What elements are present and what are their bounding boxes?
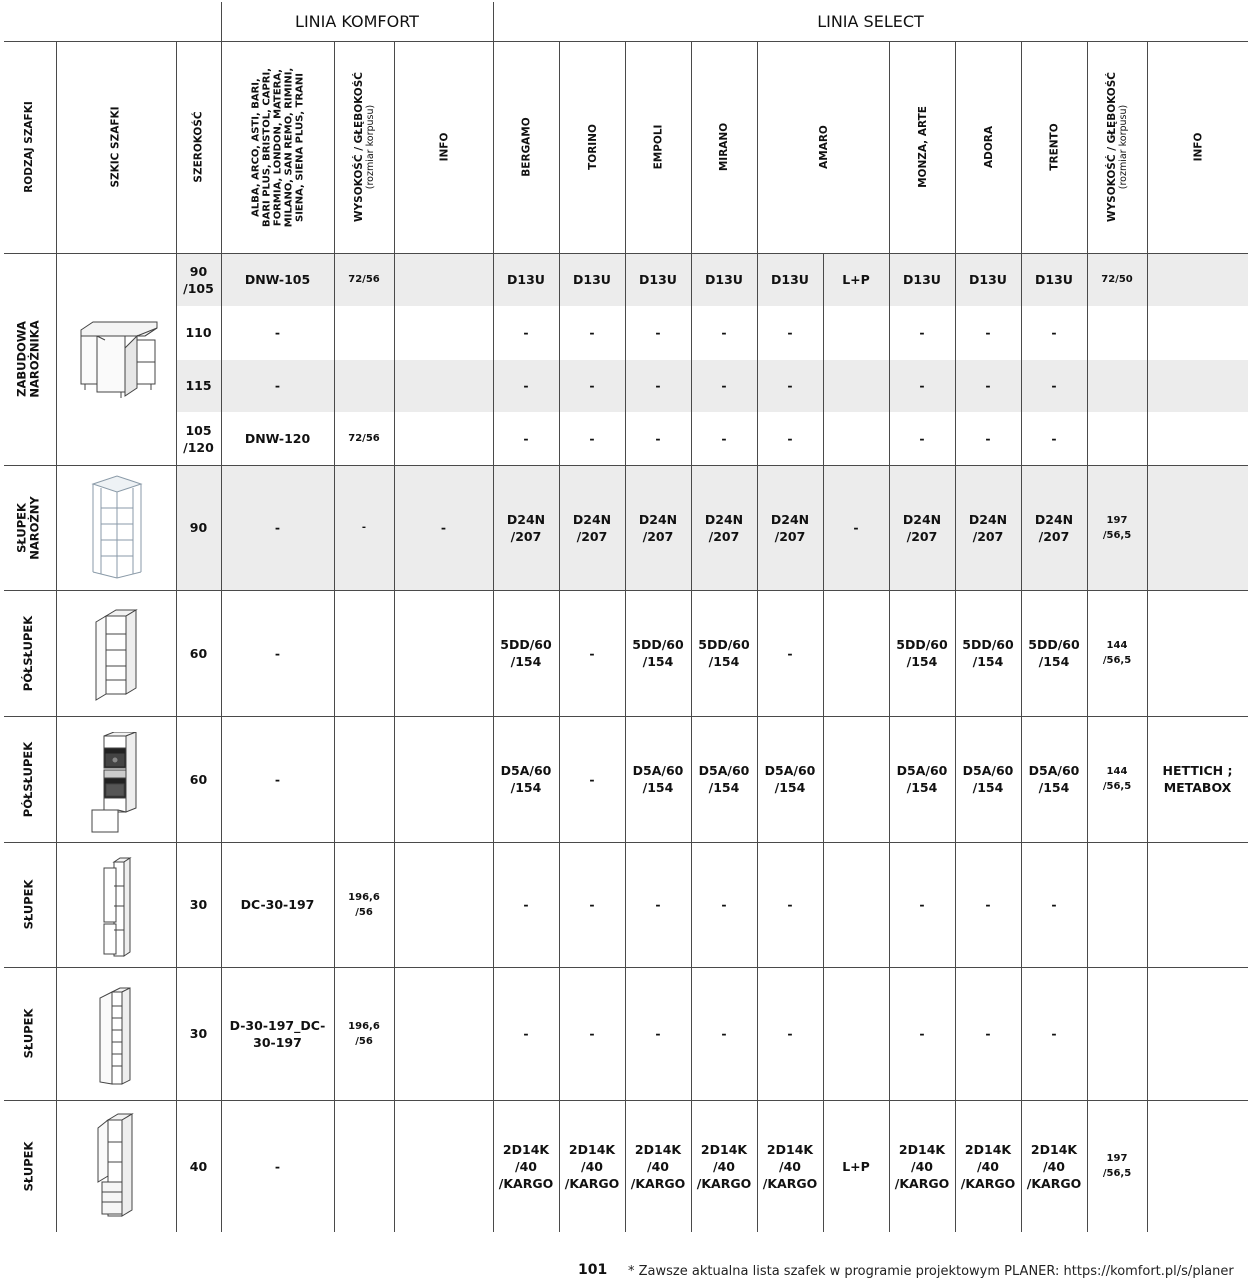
cell-adora: - — [985, 897, 991, 912]
cell-komfort-model: - — [274, 1158, 281, 1174]
cell-monza: - — [919, 897, 925, 912]
group-select-header: LINIA SELECT — [817, 11, 924, 31]
cell-monza: D13U — [903, 272, 941, 287]
cell-komfort-model: DNW-105 — [244, 272, 311, 287]
cell-torino: - — [589, 431, 595, 446]
cell-bergamo: - — [523, 325, 529, 340]
cell-amaro-a: - — [787, 431, 793, 446]
cell-amaro-a: D24N /207 — [770, 511, 810, 544]
cell-komfort-model: D-30-197_DC- 30-197 — [229, 1017, 326, 1050]
cell-adora: D24N /207 — [968, 511, 1008, 544]
cell-monza: D24N /207 — [902, 511, 942, 544]
cell-select-info — [1147, 842, 1248, 967]
narrow-tall-cabinet-sketch-icon — [100, 856, 134, 960]
col-header-select-info: INFO — [1191, 132, 1204, 162]
cell-komfort-info — [394, 306, 493, 359]
cell-mirano: D13U — [705, 272, 743, 287]
col-header-mirano: MIRANO — [718, 122, 731, 172]
half-tall-cabinet-sketch-icon — [92, 608, 142, 702]
cell-komfort-info — [394, 590, 493, 716]
group-komfort-header: LINIA KOMFORT — [295, 11, 419, 31]
cell-select-info — [1147, 967, 1248, 1100]
cell-torino: - — [589, 1026, 595, 1041]
cell-monza: - — [919, 378, 925, 393]
footer-note: * Zawsze aktualna lista szafek w programie projektowym PLANER: https://komfort.pl/s/planer — [628, 1264, 1234, 1279]
cabinet-type-label: SŁUPEK — [21, 1008, 36, 1059]
corner-tall-cabinet-sketch-icon — [87, 474, 147, 582]
cell-bergamo: D24N /207 — [506, 511, 546, 544]
cell-komfort-model: DNW-120 — [244, 431, 311, 446]
narrow-shelf-cabinet-sketch-icon — [96, 984, 136, 1088]
cell-komfort-model: - — [274, 771, 281, 787]
col-header-torino: TORINO — [586, 124, 599, 170]
cell-mirano: D24N /207 — [704, 511, 744, 544]
cell-amaro-b — [823, 716, 889, 842]
cell-amaro-a: - — [787, 325, 793, 340]
cell-monza: - — [919, 1026, 925, 1041]
cell-komfort-dims: 72/56 — [348, 274, 380, 285]
cell-komfort-model: - — [274, 325, 281, 340]
cell-select-info — [1147, 359, 1248, 412]
cell-torino: - — [589, 378, 595, 393]
cell-komfort-dims — [334, 590, 394, 716]
cell-komfort-model: - — [274, 378, 281, 393]
cell-torino: D24N /207 — [572, 511, 612, 544]
cell-monza: - — [919, 325, 925, 340]
page-number: 101 — [578, 1262, 608, 1278]
cell-bergamo: - — [523, 1026, 529, 1041]
cell-width: 60 — [189, 645, 208, 661]
cell-mirano: 2D14K /40 /KARGO — [696, 1141, 752, 1191]
cell-amaro-b — [823, 359, 889, 412]
cell-select-info — [1147, 306, 1248, 359]
cell-select-info — [1147, 1100, 1248, 1232]
cell-empoli: D5A/60 /154 — [632, 763, 684, 795]
cell-amaro-b — [823, 412, 889, 465]
cell-bergamo: 5DD/60 /154 — [500, 637, 552, 669]
cell-torino: - — [589, 897, 595, 912]
cell-mirano: - — [721, 897, 727, 912]
cell-select-dims: 72/50 — [1101, 274, 1133, 285]
cell-width: 105 /120 — [183, 422, 214, 455]
cell-adora: D13U — [969, 272, 1007, 287]
cell-empoli: - — [655, 325, 661, 340]
cell-select-dims — [1087, 412, 1147, 465]
cell-amaro-b — [823, 306, 889, 359]
cell-select-dims: 197 /56,5 — [1102, 1153, 1132, 1179]
cell-komfort-dims — [334, 306, 394, 359]
cell-select-dims — [1087, 306, 1147, 359]
cell-adora: - — [985, 1026, 991, 1041]
cabinet-type-label: PÓŁSŁUPEK — [21, 615, 36, 691]
cell-trento: D24N /207 — [1034, 511, 1074, 544]
col-header-type: RODZAJ SZAFKI — [23, 101, 36, 193]
cargo-tall-cabinet-sketch-icon — [94, 1112, 138, 1222]
cell-komfort-model: - — [274, 520, 281, 535]
col-header-trento: TRENTO — [1048, 123, 1061, 171]
cell-select-dims: 197 /56,5 — [1102, 514, 1132, 541]
cell-adora: 5DD/60 /154 — [962, 637, 1014, 669]
cell-trento: - — [1051, 431, 1057, 446]
cell-komfort-model: DC-30-197 — [240, 897, 315, 912]
cell-amaro-a: D5A/60 /154 — [764, 763, 816, 795]
cell-komfort-dims: 196,6 /56 — [348, 1020, 380, 1047]
col-header-monza: MONZA, ARTE — [916, 106, 929, 188]
cell-empoli: - — [655, 431, 661, 446]
cell-trento: - — [1051, 378, 1057, 393]
cell-komfort-dims: 72/56 — [348, 433, 380, 444]
cell-amaro-b: - — [853, 520, 859, 535]
cell-empoli: - — [655, 897, 661, 912]
cell-width: 90 /105 — [183, 263, 214, 296]
cell-adora: - — [985, 431, 991, 446]
cell-empoli: - — [655, 1026, 661, 1041]
cell-select-dims — [1087, 967, 1147, 1100]
cell-komfort-dims — [334, 359, 394, 412]
cell-komfort-dims: - — [361, 522, 367, 533]
cell-empoli: D13U — [639, 272, 677, 287]
cell-select-dims: 144 /56,5 — [1102, 766, 1132, 792]
cabinet-type-label: ZABUDOWA NAROŻNIKA — [15, 320, 42, 398]
cell-mirano: - — [721, 1026, 727, 1041]
cell-amaro-b: L+P — [842, 272, 870, 287]
col-header-select-dims: WYSOKOŚĆ / GŁĘBOKOŚĆ (rozmiar korpusu) — [1105, 72, 1129, 222]
cell-empoli: D24N /207 — [638, 511, 678, 544]
cell-amaro-b — [823, 842, 889, 967]
cell-bergamo: - — [523, 431, 529, 446]
col-header-komfort-dims: WYSOKOŚĆ / GŁĘBOKOŚĆ (rozmiar korpusu) — [352, 72, 376, 222]
cell-amaro-a: - — [787, 1026, 793, 1041]
cell-trento: D13U — [1035, 272, 1073, 287]
cell-select-info — [1147, 590, 1248, 716]
cell-monza: D5A/60 /154 — [896, 763, 948, 795]
cell-trento: D5A/60 /154 — [1028, 763, 1080, 795]
cell-komfort-info — [394, 967, 493, 1100]
cabinet-type-label: PÓŁSŁUPEK — [21, 741, 36, 817]
cell-adora: - — [985, 325, 991, 340]
cell-komfort-info — [394, 253, 493, 306]
cell-width: 90 — [189, 520, 208, 535]
col-header-komfort-models: ALBA, ARCO, ASTI, BARI, BARI PLUS, BRISTOL, CAPRI, FORMIA, LONDON, MATERA, MILANO, SAN REMO, RIMINI, SIENA, SIENA PLUS, TRANI — [250, 67, 306, 227]
cell-empoli: - — [655, 378, 661, 393]
cell-empoli: 2D14K /40 /KARGO — [630, 1141, 686, 1191]
cell-select-dims: 144 /56,5 — [1102, 640, 1132, 666]
cell-amaro-a: D13U — [771, 272, 809, 287]
cell-mirano: 5DD/60 /154 — [698, 637, 750, 669]
cell-komfort-dims: 196,6 /56 — [348, 891, 380, 918]
cell-amaro-a: - — [787, 378, 793, 393]
cell-trento: 2D14K /40 /KARGO — [1026, 1141, 1082, 1191]
cell-monza: 5DD/60 /154 — [896, 637, 948, 669]
cell-monza: - — [919, 431, 925, 446]
cabinet-type-label: SŁUPEK NAROŻNY — [15, 495, 43, 560]
col-header-bergamo: BERGAMO — [520, 117, 533, 177]
cell-torino: - — [589, 771, 595, 787]
col-header-adora: ADORA — [982, 126, 995, 168]
cell-adora: 2D14K /40 /KARGO — [960, 1141, 1016, 1191]
cell-komfort-info — [394, 842, 493, 967]
cell-trento: - — [1051, 325, 1057, 340]
cell-adora: - — [985, 378, 991, 393]
cell-width: 60 — [189, 771, 208, 787]
cell-bergamo: - — [523, 378, 529, 393]
cell-torino: D13U — [573, 272, 611, 287]
cell-komfort-model: - — [274, 645, 281, 661]
cell-komfort-info — [394, 412, 493, 465]
cell-komfort-info — [394, 359, 493, 412]
cell-select-info — [1147, 253, 1248, 306]
corner-cabinet-sketch-icon — [77, 318, 161, 400]
cell-amaro-b — [823, 967, 889, 1100]
cell-select-info: HETTICH ; METABOX — [1162, 763, 1233, 795]
cell-select-info — [1147, 412, 1248, 465]
cell-amaro-a: - — [787, 645, 793, 661]
cell-mirano: - — [721, 378, 727, 393]
cell-torino: 2D14K /40 /KARGO — [564, 1141, 620, 1191]
col-header-width: SZEROKOŚĆ — [192, 111, 205, 183]
cell-komfort-info — [394, 716, 493, 842]
cell-empoli: 5DD/60 /154 — [632, 637, 684, 669]
cabinet-type-label: SŁUPEK — [21, 879, 36, 930]
cell-width: 40 — [189, 1158, 208, 1174]
cell-width: 30 — [189, 897, 208, 912]
cabinet-type-label: SŁUPEK — [21, 1141, 36, 1191]
col-header-sketch: SZKIC SZAFKI — [109, 106, 122, 188]
cell-bergamo: - — [523, 897, 529, 912]
cell-komfort-info: - — [440, 520, 447, 535]
cell-trento: - — [1051, 897, 1057, 912]
cell-width: 115 — [185, 378, 212, 393]
cell-width: 30 — [189, 1026, 208, 1041]
cell-monza: 2D14K /40 /KARGO — [894, 1141, 950, 1191]
cell-mirano: D5A/60 /154 — [698, 763, 750, 795]
cell-width: 110 — [185, 325, 212, 340]
cell-trento: - — [1051, 1026, 1057, 1041]
cell-komfort-dims — [334, 716, 394, 842]
cell-bergamo: 2D14K /40 /KARGO — [498, 1141, 554, 1191]
cell-adora: D5A/60 /154 — [962, 763, 1014, 795]
col-header-empoli: EMPOLI — [652, 124, 665, 170]
cell-amaro-b — [823, 590, 889, 716]
cell-komfort-info — [394, 1100, 493, 1232]
cell-bergamo: D13U — [507, 272, 545, 287]
cell-select-info — [1147, 465, 1248, 590]
col-header-komfort-info: INFO — [437, 132, 450, 162]
cell-mirano: - — [721, 431, 727, 446]
cell-torino: - — [589, 325, 595, 340]
cell-torino: - — [589, 645, 595, 661]
cell-amaro-b: L+P — [842, 1158, 870, 1174]
cell-komfort-dims — [334, 1100, 394, 1232]
col-header-amaro: AMARO — [817, 125, 830, 169]
oven-cabinet-sketch-icon — [88, 732, 144, 836]
cell-amaro-a: 2D14K /40 /KARGO — [762, 1141, 818, 1191]
cell-select-dims — [1087, 842, 1147, 967]
cell-trento: 5DD/60 /154 — [1028, 637, 1080, 669]
cell-bergamo: D5A/60 /154 — [500, 763, 552, 795]
cell-amaro-a: - — [787, 897, 793, 912]
cell-select-dims — [1087, 359, 1147, 412]
cell-mirano: - — [721, 325, 727, 340]
